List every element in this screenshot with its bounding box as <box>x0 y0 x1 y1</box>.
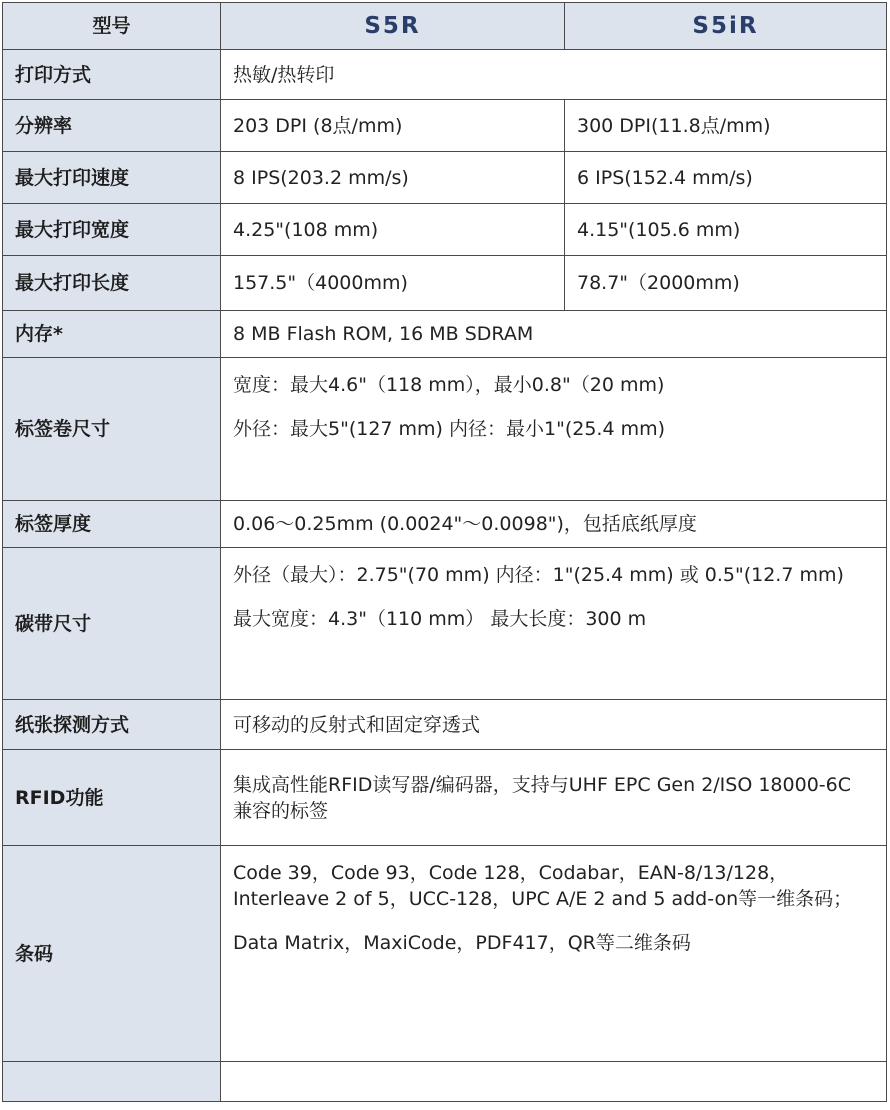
resolution-label: 分辨率 <box>3 100 221 152</box>
label-roll-width-text: 宽度：最大4.6"（118 mm），最小0.8"（20 mm) <box>233 374 665 396</box>
max-width-s5ir: 4.15"(105.6 mm) <box>565 204 887 256</box>
label-thickness-label: 标签厚度 <box>3 501 221 548</box>
header-row <box>3 3 887 50</box>
model-header-label: 型号 <box>3 3 221 50</box>
spec-row-max-length <box>3 256 887 311</box>
sensor-value: 可移动的反射式和固定穿透式 <box>221 700 887 750</box>
spec-row-label-thickness <box>3 501 887 548</box>
label-roll-value <box>221 358 887 501</box>
ribbon-max-size-text: 最大宽度：4.3"（110 mm） 最大长度：300 m <box>233 608 647 630</box>
memory-label: 内存* <box>3 311 221 358</box>
max-length-s5ir: 78.7"（2000mm) <box>565 256 887 311</box>
spec-row-resolution <box>3 100 887 152</box>
max-length-s5r: 157.5"（4000mm) <box>221 256 565 311</box>
barcode-label: 条码 <box>3 846 221 1062</box>
spec-row-max-width <box>3 204 887 256</box>
label-roll-diameter-text: 外径：最大5"(127 mm) 内径：最小1"(25.4 mm) <box>233 418 666 440</box>
cutoff-label-cell <box>3 1062 221 1102</box>
model-s5ir-header: S5iR <box>565 3 887 50</box>
max-length-label: 最大打印长度 <box>3 256 221 311</box>
barcode-value <box>221 846 887 1062</box>
spec-table <box>2 2 887 1102</box>
spec-row-rfid <box>3 750 887 846</box>
rfid-label: RFID功能 <box>3 750 221 846</box>
cutoff-value-cell <box>221 1062 887 1102</box>
max-speed-label: 最大打印速度 <box>3 152 221 204</box>
spec-row-sensor <box>3 700 887 750</box>
label-thickness-value: 0.06～0.25mm (0.0024"～0.0098")，包括底纸厚度 <box>221 501 887 548</box>
max-speed-s5r: 8 IPS(203.2 mm/s) <box>221 152 565 204</box>
resolution-s5ir: 300 DPI(11.8点/mm) <box>565 100 887 152</box>
max-width-label: 最大打印宽度 <box>3 204 221 256</box>
memory-value: 8 MB Flash ROM, 16 MB SDRAM <box>221 311 887 358</box>
print-method-label: 打印方式 <box>3 50 221 100</box>
label-roll-label: 标签卷尺寸 <box>3 358 221 501</box>
barcode-2d-text: Data Matrix，MaxiCode，PDF417，QR等二维条码 <box>233 932 691 954</box>
print-method-value: 热敏/热转印 <box>221 50 887 100</box>
rfid-value: 集成高性能RFID读写器/编码器，支持与UHF EPC Gen 2/ISO 18000-6C 兼容的标签 <box>221 750 887 846</box>
model-s5r-header: S5R <box>221 3 565 50</box>
ribbon-size-value <box>221 548 887 700</box>
sensor-label: 纸张探测方式 <box>3 700 221 750</box>
max-width-s5r: 4.25"(108 mm) <box>221 204 565 256</box>
ribbon-size-label: 碳带尺寸 <box>3 548 221 700</box>
resolution-s5r: 203 DPI (8点/mm) <box>221 100 565 152</box>
spec-row-print-method <box>3 50 887 100</box>
spec-row-cutoff <box>3 1062 887 1102</box>
barcode-1d-text: Code 39，Code 93，Code 128，Codabar，EAN-8/13/128，Interleave 2 of 5，UCC-128，UPC A/E 2 and 5 add-on等一维条码； <box>233 862 853 910</box>
ribbon-diameter-text: 外径（最大）：2.75"(70 mm) 内径：1"(25.4 mm) 或 0.5"(12.7 mm) <box>233 564 844 586</box>
spec-row-max-speed <box>3 152 887 204</box>
spec-row-ribbon-size <box>3 548 887 700</box>
spec-row-barcode <box>3 846 887 1062</box>
spec-row-memory <box>3 311 887 358</box>
max-speed-s5ir: 6 IPS(152.4 mm/s) <box>565 152 887 204</box>
spec-row-label-roll <box>3 358 887 501</box>
